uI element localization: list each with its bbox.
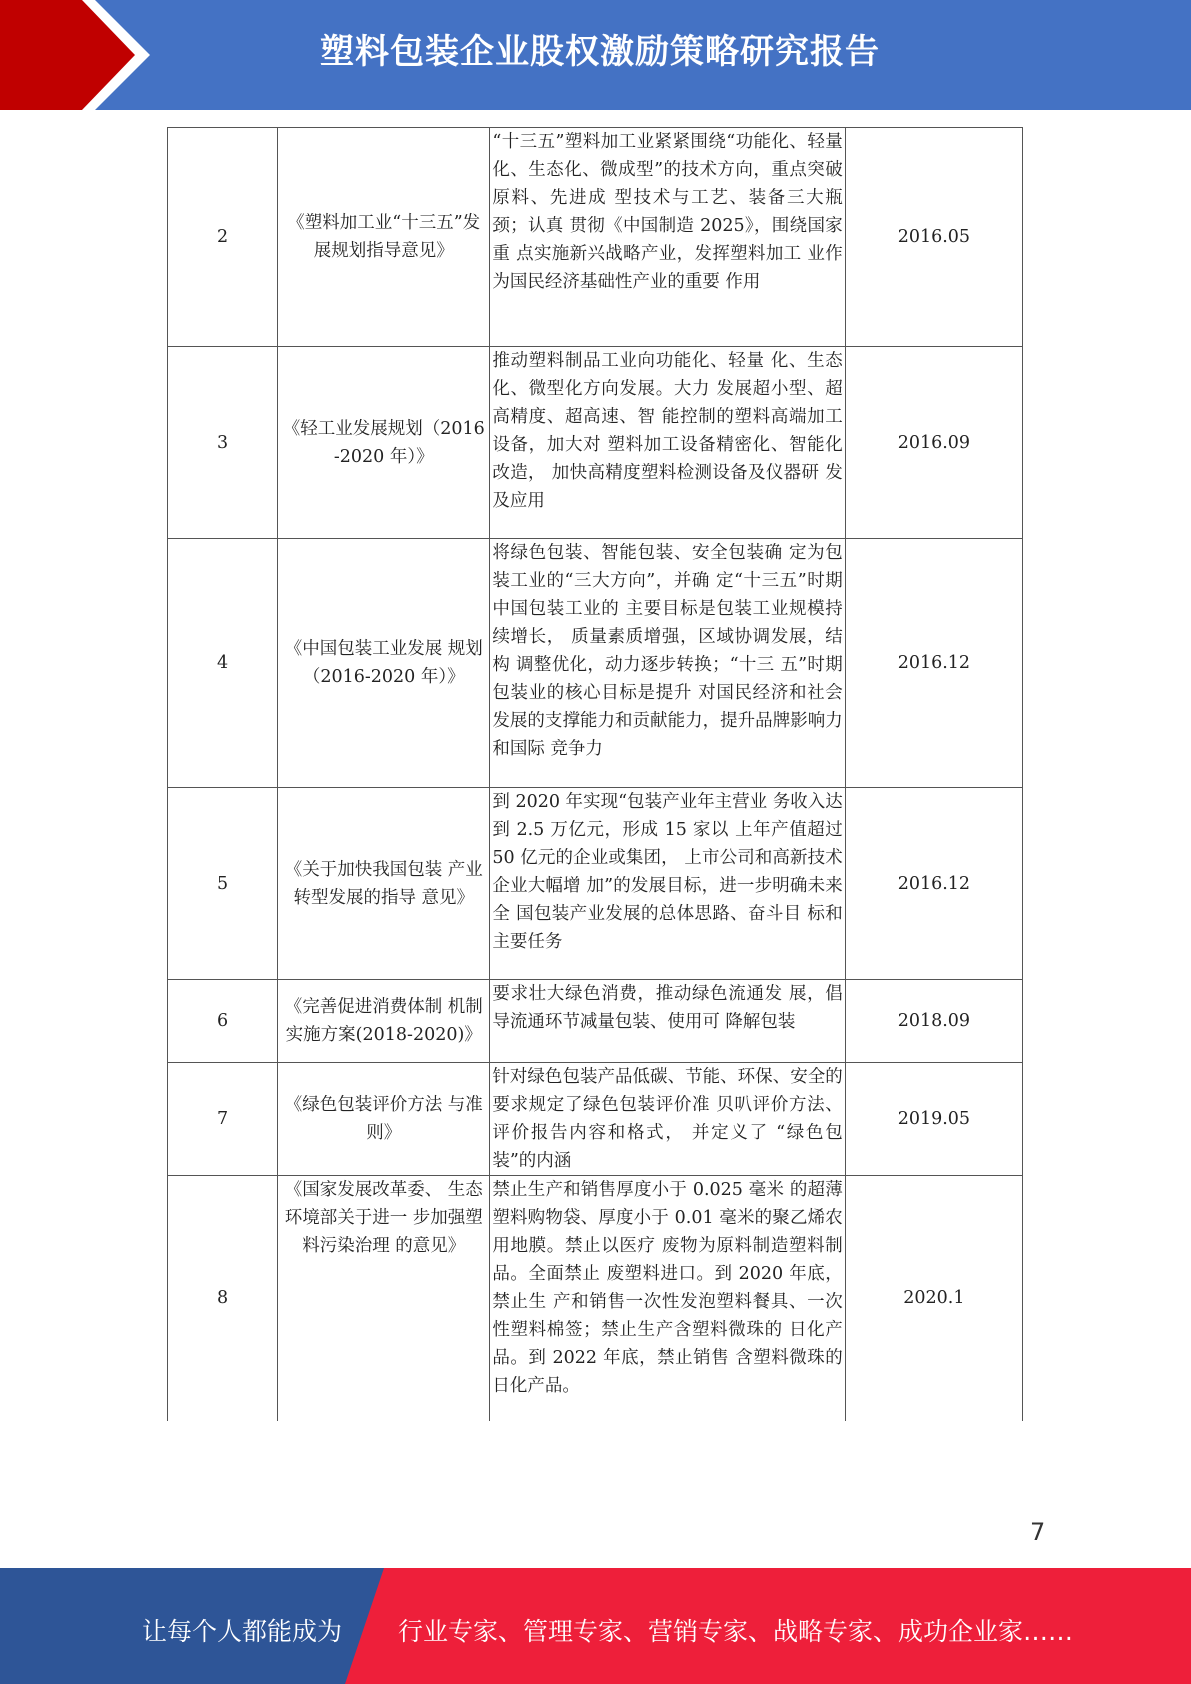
policy-date: 2016.12 (845, 788, 1022, 980)
page-number: 7 (1030, 1518, 1046, 1546)
policy-date: 2016.05 (845, 128, 1022, 347)
row-number: 6 (168, 980, 278, 1063)
policy-name: 《关于加快我国包装 产业转型发展的指导 意见》 (278, 788, 490, 980)
row-number: 8 (168, 1176, 278, 1421)
table-row (168, 1176, 1023, 1421)
policy-date: 2019.05 (845, 1063, 1022, 1176)
policy-date: 2018.09 (845, 980, 1022, 1063)
policy-name: 《中国包装工业发展 规划（2016-2020 年）》 (278, 539, 490, 788)
header-arrow-decoration (0, 0, 150, 110)
policy-content: “十三五”塑料加工业紧紧围绕“功能化、轻量化、生态化、微成型”的技术方向，重点突破原料、先进成 型技术与工艺、装备三大瓶颈；认真 贯彻《中国制造 2025》，围绕国家重 点实施新兴战略产业，发挥塑料加工 业作为国民经济基础性产业的重要 作用 (490, 128, 845, 347)
row-number: 5 (168, 788, 278, 980)
policy-content: 禁止生产和销售厚度小于 0.025 毫米 的超薄塑料购物袋、厚度小于 0.01 毫米的聚乙烯农用地膜。禁止以医疗 废物为原料制造塑料制品。全面禁止 废塑料进口。到 2020 年底，禁止生 产和销售一次性发泡塑料餐具、一次 性塑料棉签；禁止生产含塑料微珠的 日化产品。到 2022 年底，禁止销售 含塑料微珠的日化产品。 (490, 1176, 845, 1421)
policy-content: 将绿色包装、智能包装、安全包装确 定为包装工业的“三大方向”，并确 定“十三五”时期中国包装工业的 主要目标是包装工业规模持续增长， 质量素质增强，区域协调发展，结构 调整优化，动力逐步转换；“十三 五”时期包装业的核心目标是提升 对国民经济和社会发展的支撑能力和贡献能力，提升品牌影响力和国际 竞争力 (490, 539, 845, 788)
policy-date: 2016.09 (845, 347, 1022, 539)
table-row (168, 1063, 1023, 1176)
report-title: 塑料包装企业股权激励策略研究报告 (320, 32, 880, 72)
row-number: 7 (168, 1063, 278, 1176)
table-row (168, 347, 1023, 539)
policy-name: 《国家发展改革委、 生态环境部关于进一 步加强塑料污染治理 的意见》 (278, 1176, 490, 1421)
policy-date: 2016.12 (845, 539, 1022, 788)
policy-content: 要求壮大绿色消费，推动绿色流通发 展，倡导流通环节减量包装、使用可 降解包装 (490, 980, 845, 1063)
policy-content: 针对绿色包装产品低碳、节能、环保、安全的要求规定了绿色包装评价准 贝叭评价方法、评价报告内容和格式， 并定义了 “绿色包装”的内涵 (490, 1063, 845, 1176)
footer-slogan-left: 让每个人都能成为 (142, 1617, 343, 1646)
table-row (168, 539, 1023, 788)
policy-content: 到 2020 年实现“包装产业年主营业 务收入达到 2.5 万亿元，形成 15 家以 上年产值超过 50 亿元的企业或集团， 上市公司和高新技术企业大幅增 加”的发展目标，进一步明确未来全 国包装产业发展的总体思路、奋斗目 标和主要任务 (490, 788, 845, 980)
policy-table (167, 127, 1023, 1421)
row-number: 3 (168, 347, 278, 539)
row-number: 4 (168, 539, 278, 788)
header-band (0, 0, 1191, 110)
table-row (168, 128, 1023, 347)
policy-content: 推动塑料制品工业向功能化、轻量 化、生态化、微型化方向发展。大力 发展超小型、超高精度、超高速、智 能控制的塑料高端加工设备，加大对 塑料加工设备精密化、智能化改造， 加快高精度塑料检测设备及仪器研 发及应用 (490, 347, 845, 539)
footer-slogan-right: 行业专家、管理专家、营销专家、战略专家、成功企业家…… (398, 1617, 1074, 1646)
policy-name: 《完善促进消费体制 机制实施方案(2018-2020)》 (278, 980, 490, 1063)
footer-band (0, 1568, 1191, 1684)
policy-date: 2020.1 (845, 1176, 1022, 1421)
policy-name: 《绿色包装评价方法 与准则》 (278, 1063, 490, 1176)
policy-name: 《轻工业发展规划（2016-2020 年）》 (278, 347, 490, 539)
policy-name: 《塑料加工业“十三五”发展规划指导意见》 (278, 128, 490, 347)
row-number: 2 (168, 128, 278, 347)
table-row (168, 788, 1023, 980)
table-row (168, 980, 1023, 1063)
